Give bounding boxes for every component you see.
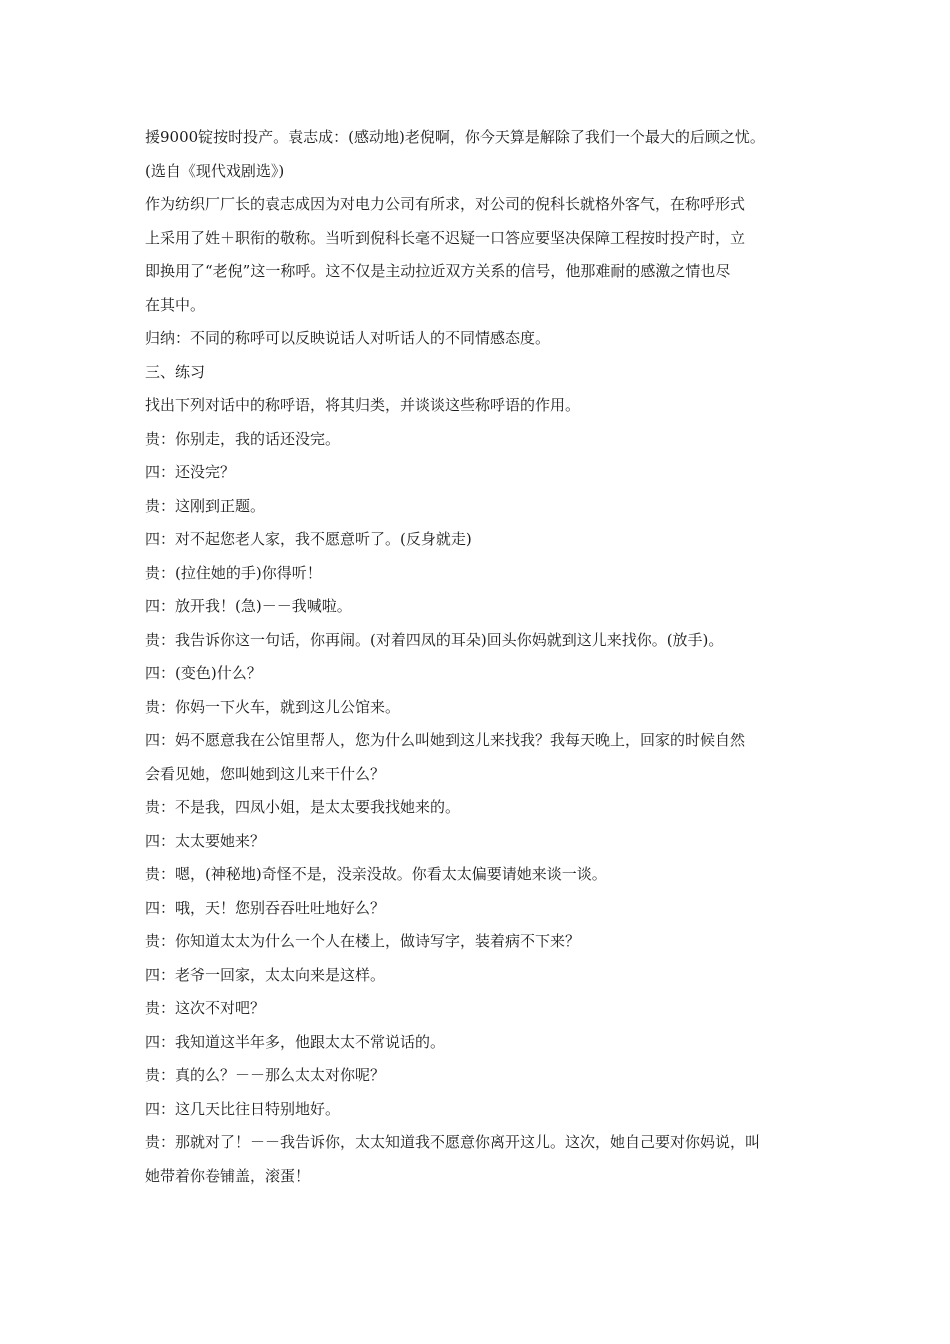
summary-line: 归纳：不同的称呼可以反映说话人对听话人的不同情感态度。 <box>145 329 551 347</box>
dialogue-line: 四：我知道这半年多，他跟太太不常说话的。 <box>145 1032 446 1051</box>
dialogue-line: 四：还没完？ <box>145 463 236 481</box>
dialogue-line: 贵：真的么？－－那么太太对你呢？ <box>145 1066 386 1084</box>
dialogue-line: 她带着你卷铺盖，滚蛋！ <box>145 1166 311 1185</box>
dialogue-line: 四：太太要她来？ <box>145 831 266 850</box>
dialogue-line: 四：哦，天！您别吞吞吐吐地好么？ <box>145 898 386 917</box>
dialogue-line: 贵：这次不对吧？ <box>145 999 266 1017</box>
dialogue-line: 四：放开我！(急)－－我喊啦。 <box>145 597 352 615</box>
dialogue-line: 会看见她，您叫她到这儿来干什么？ <box>145 764 386 783</box>
dialogue-line: 贵：不是我，四凤小姐，是太太要我找她来的。 <box>145 798 461 816</box>
dialogue-line: 贵：你知道太太为什么一个人在楼上，做诗写字，装着病不下来？ <box>145 932 581 950</box>
dialogue-line: 贵：我告诉你这一句话，你再闹。(对着四凤的耳朵)回头你妈就到这儿来找你。(放手)。 <box>145 630 724 649</box>
dialogue-line: 四：这几天比往日特别地好。 <box>145 1099 341 1118</box>
document-body <box>145 121 825 1193</box>
dialogue-line: 四：老爷一回家，太太向来是这样。 <box>145 965 386 984</box>
dialogue-line: 四：(变色)什么？ <box>145 664 262 682</box>
dialogue-line: 贵：你妈一下火车，就到这儿公馆来。 <box>145 697 401 716</box>
dialogue-line: 贵：这刚到正题。 <box>145 496 266 515</box>
section-heading: 三、练习 <box>145 362 206 381</box>
source-citation: (选自《现代戏剧选》) <box>145 161 285 180</box>
dialogue-line: 贵：那就对了！－－我告诉你，太太知道我不愿意你离开这儿。这次，她自己要对你妈说，叫 <box>145 1133 761 1151</box>
dialogue-line: 四：妈不愿意我在公馆里帮人，您为什么叫她到这儿来找我？我每天晚上，回家的时候自然 <box>145 731 746 749</box>
text-line: 作为纺织厂厂长的袁志成因为对电力公司有所求，对公司的倪科长就格外客气，在称呼形式 <box>145 195 746 213</box>
text-line: 上采用了姓＋职衔的敬称。当听到倪科长毫不迟疑一口答应要坚决保障工程按时投产时，立 <box>145 228 746 247</box>
text-line: 援9000锭按时投产。袁志成：(感动地)老倪啊，你今天算是解除了我们一个最大的后顾之忧。 <box>145 128 765 146</box>
dialogue-line: 贵：嗯，(神秘地)奇怪不是，没亲没故。你看太太偏要请她来谈一谈。 <box>145 865 607 883</box>
dialogue-line: 贵：(拉住她的手)你得听！ <box>145 563 322 582</box>
exercise-instruction: 找出下列对话中的称呼语，将其归类，并谈谈这些称呼语的作用。 <box>145 396 581 414</box>
dialogue-line: 贵：你别走，我的话还没完。 <box>145 429 341 448</box>
dialogue-line: 四：对不起您老人家，我不愿意听了。(反身就走) <box>145 530 472 548</box>
text-line: 即换用了“老倪”这一称呼。这不仅是主动拉近双方关系的信号，他那难耐的感激之情也尽 <box>145 262 731 280</box>
text-line: 在其中。 <box>145 295 206 314</box>
